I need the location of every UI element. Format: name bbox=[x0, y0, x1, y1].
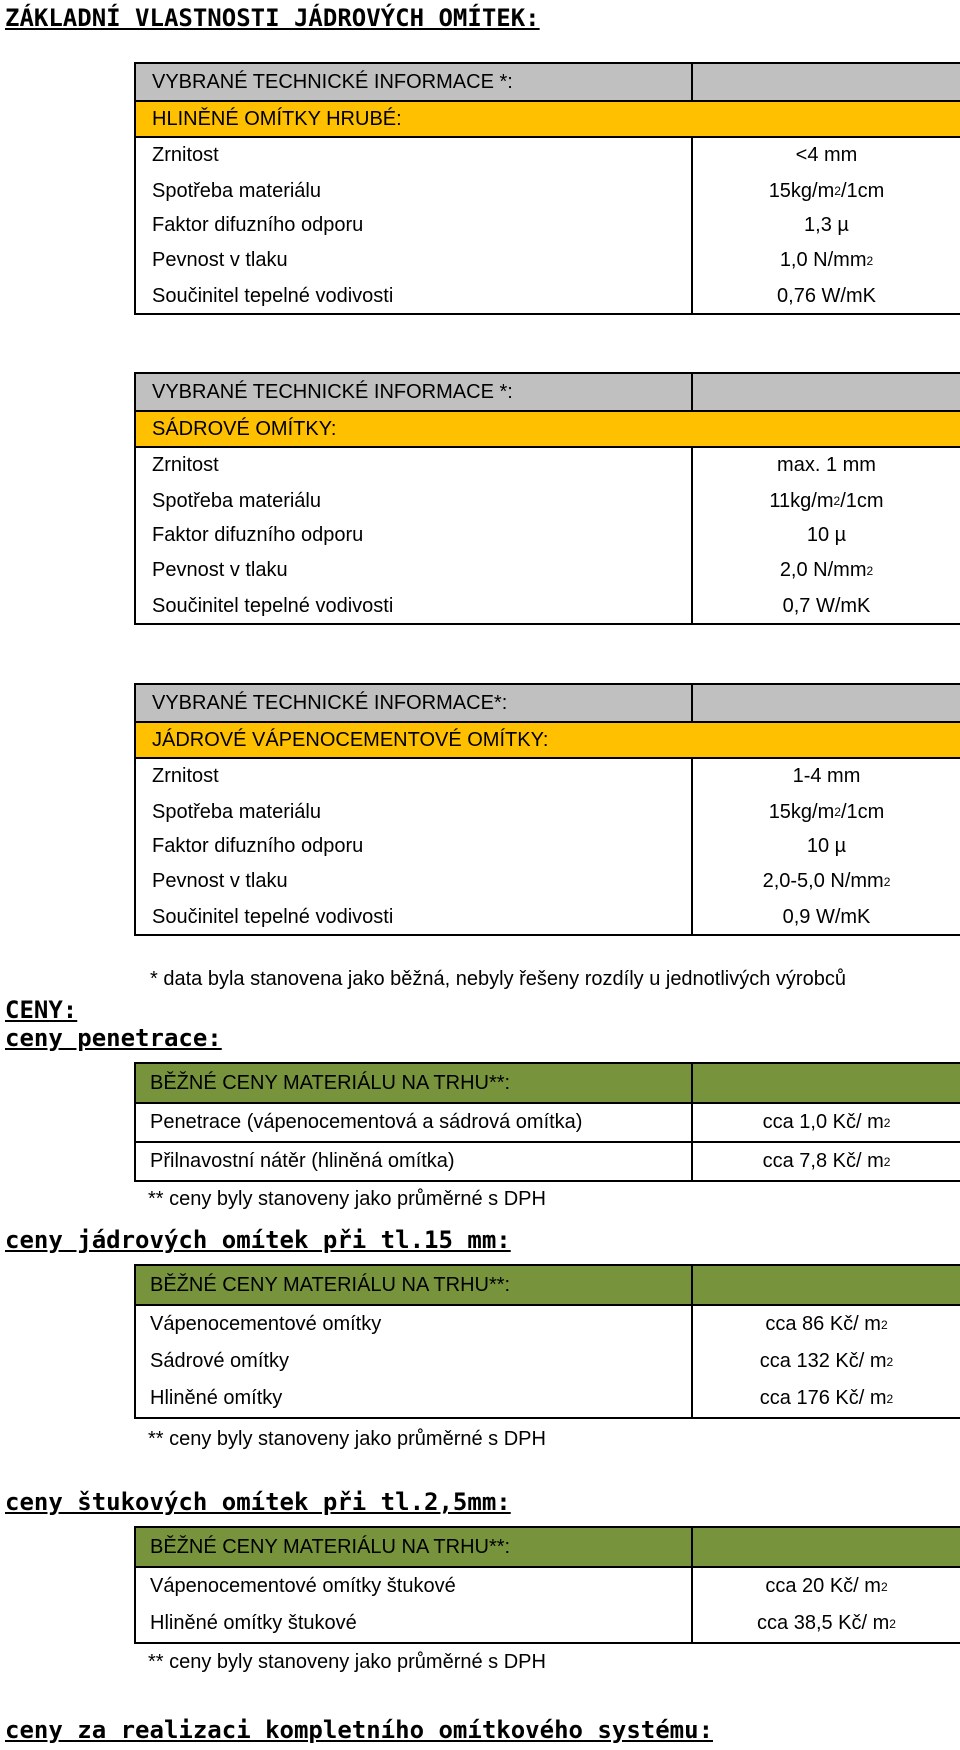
table-header: BĚŽNÉ CENY MATERIÁLU NA TRHU**: bbox=[136, 1264, 960, 1304]
table-row: Přilnavostní nátěr (hliněná omítka) cca 7,8 Kč/ m 2 bbox=[136, 1141, 960, 1180]
table-row: Součinitel tepelné vodivosti 0,76 W/mK bbox=[136, 279, 960, 313]
prices-heading: CENY: bbox=[5, 996, 78, 1024]
section-heading: ceny za realizaci kompletního omítkového systému: bbox=[5, 1716, 714, 1744]
table-row: Zrnitost <4 mm bbox=[136, 138, 960, 173]
table-header bbox=[136, 372, 960, 410]
table-row: Penetrace (vápenocementová a sádrová omítka) cca 1,0 Kč/ m 2 bbox=[136, 1102, 960, 1141]
table-header: BĚŽNÉ CENY MATERIÁLU NA TRHU**: bbox=[136, 1526, 960, 1566]
price-table-penetration bbox=[134, 1062, 960, 1182]
table-row: Součinitel tepelné vodivosti 0,9 W/mK bbox=[136, 900, 960, 934]
table-subheader bbox=[136, 410, 960, 446]
table-row: Faktor difuzního odporu 10 µ bbox=[136, 830, 960, 863]
price-note: ** ceny byly stanoveny jako průměrné s DPH bbox=[148, 1651, 546, 1673]
price-table-base-plaster bbox=[134, 1264, 960, 1419]
table-row: Pevnost v tlaku 2,0-5,0 N/mm 2 bbox=[136, 863, 960, 900]
table-row: Hliněné omítky cca 176 Kč/ m 2 bbox=[136, 1380, 960, 1417]
table-row: Součinitel tepelné vodivosti 0,7 W/mK bbox=[136, 589, 960, 623]
table-header bbox=[136, 62, 960, 100]
table-header: BĚŽNÉ CENY MATERIÁLU NA TRHU**: bbox=[136, 1062, 960, 1102]
price-note: ** ceny byly stanoveny jako průměrné s DPH bbox=[148, 1188, 546, 1210]
table-header-label: VYBRANÉ TECHNICKÉ INFORMACE *: bbox=[152, 70, 513, 93]
table-header bbox=[136, 683, 960, 721]
tech-table-earthen bbox=[134, 62, 960, 315]
table-row: Faktor difuzního odporu 10 µ bbox=[136, 519, 960, 552]
table-row: Faktor difuzního odporu 1,3 µ bbox=[136, 209, 960, 242]
table-header-label: VYBRANÉ TECHNICKÉ INFORMACE*: bbox=[152, 691, 508, 714]
table-subheader bbox=[136, 100, 960, 136]
section-heading: ceny štukových omítek při tl.2,5mm: bbox=[5, 1488, 511, 1516]
tech-table-gypsum bbox=[134, 372, 960, 625]
table-row: Spotřeba materiálu 15kg/m 2 /1cm bbox=[136, 173, 960, 209]
table-subheader-label: JÁDROVÉ VÁPENOCEMENTOVÉ OMÍTKY: bbox=[152, 728, 549, 751]
table-subheader-label: HLINĚNÉ OMÍTKY HRUBÉ: bbox=[152, 107, 402, 130]
table-row: Vápenocementové omítky štukové cca 20 Kč/ m 2 bbox=[136, 1566, 960, 1605]
table-row: Hliněné omítky štukové cca 38,5 Kč/ m 2 bbox=[136, 1605, 960, 1642]
page-title: ZÁKLADNÍ VLASTNOSTI JÁDROVÝCH OMÍTEK: bbox=[5, 4, 540, 32]
table-row: Zrnitost 1-4 mm bbox=[136, 759, 960, 794]
table-row: Vápenocementové omítky cca 86 Kč/ m 2 bbox=[136, 1304, 960, 1343]
table-subheader-label: SÁDROVÉ OMÍTKY: bbox=[152, 417, 337, 440]
table-row: Pevnost v tlaku 2,0 N/mm 2 bbox=[136, 552, 960, 589]
table-row: Spotřeba materiálu 15kg/m 2 /1cm bbox=[136, 794, 960, 830]
section-heading: ceny penetrace: bbox=[5, 1024, 222, 1052]
tech-note: * data byla stanovena jako běžná, nebyly řešeny rozdíly u jednotlivých výrobců bbox=[150, 968, 846, 990]
price-note: ** ceny byly stanoveny jako průměrné s DPH bbox=[148, 1428, 546, 1450]
tech-table-lime-cement bbox=[134, 683, 960, 936]
table-row: Pevnost v tlaku 1,0 N/mm 2 bbox=[136, 242, 960, 279]
price-table-finish-plaster bbox=[134, 1526, 960, 1644]
table-row: Sádrové omítky cca 132 Kč/ m 2 bbox=[136, 1343, 960, 1380]
section-heading: ceny jádrových omítek při tl.15 mm: bbox=[5, 1226, 511, 1254]
table-subheader bbox=[136, 721, 960, 757]
table-row: Spotřeba materiálu 11kg/m 2 /1cm bbox=[136, 483, 960, 519]
table-row: Zrnitost max. 1 mm bbox=[136, 448, 960, 483]
table-header-label: VYBRANÉ TECHNICKÉ INFORMACE *: bbox=[152, 380, 513, 403]
